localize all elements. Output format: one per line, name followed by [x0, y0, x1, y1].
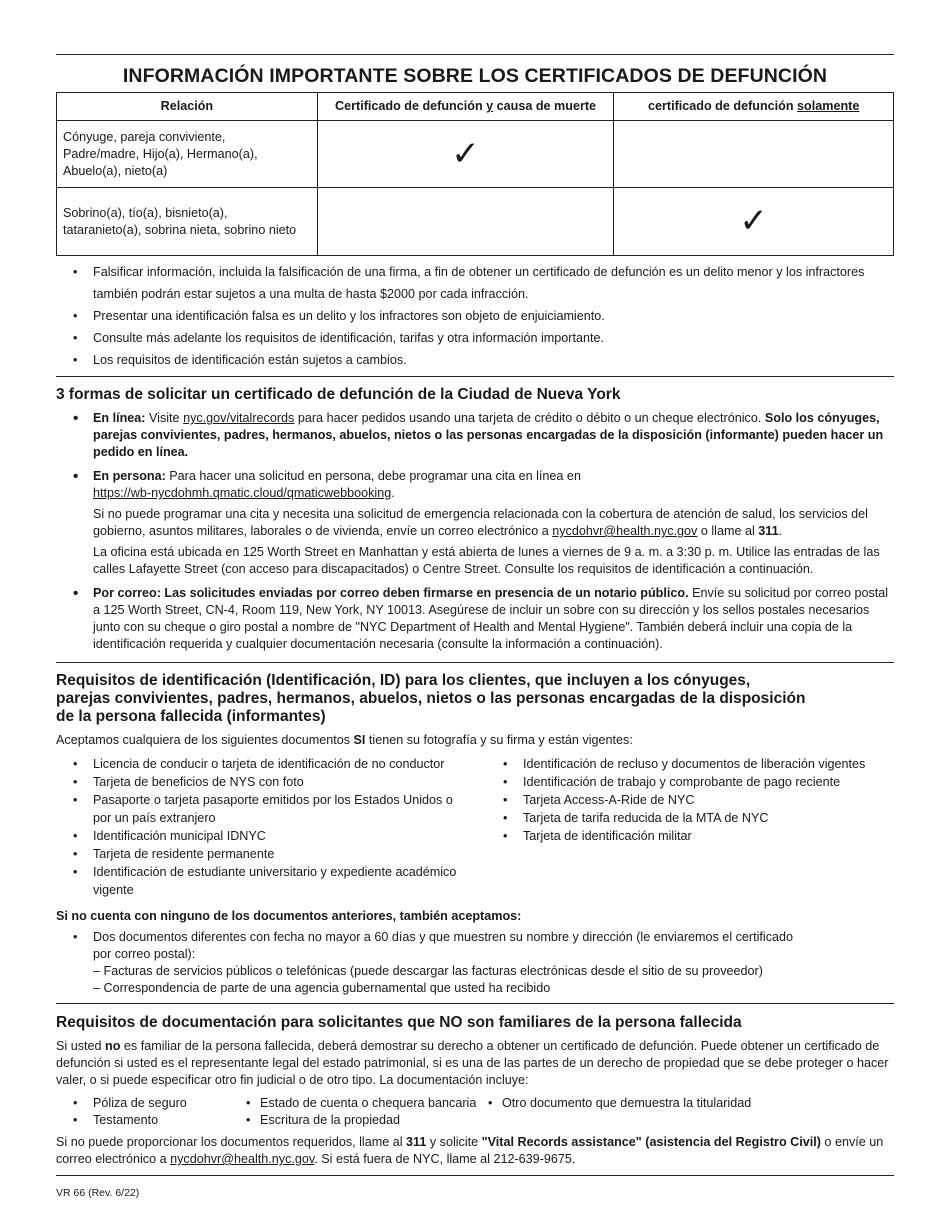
booking-link[interactable]: https://wb-nycdohmh.qmatic.cloud/qmaticwebbooking — [93, 486, 392, 500]
footer-rule — [56, 1175, 894, 1176]
ways-list — [56, 410, 894, 653]
vitalrecords-link[interactable]: nyc.gov/vitalrecords — [183, 411, 295, 425]
id-intro: Aceptamos cualquiera de los siguientes documentos SI tienen su fotografía y su firma y están vigentes: — [56, 733, 633, 747]
list-item: • Identificación municipal IDNYC — [56, 827, 466, 845]
id-list-right — [486, 755, 894, 899]
id-requirements-heading: Requisitos de identificación (Identificación, ID) para los clientes, que incluyen a los cónyuges, parejas convivientes, padres, hermanos, abuelos, nietos o las personas encargadas de la disposición de la persona fallecida (informantes) — [56, 672, 806, 725]
mail-item: • Por correo: Las solicitudes enviadas por correo deben firmarse en presencia de un notario público. Envíe su solicitud por correo postal a 125 Worth Street, CN-4, Room 119, New York, NY 10013. Asegúrese de incluir un sobre con su dirección y los sellos postales necesarios junto con su cheque o giro postal a nombre de "NYC Department of Health and Mental Hygiene". También deberá incluir una copia de la identificación requerida y cualquier documentación necesaria (consulte la información a continuación). — [56, 585, 894, 653]
list-item: • Identificación de estudiante universitario y expediente académico vigente — [56, 863, 466, 899]
list-item: • Póliza de seguro — [56, 1095, 242, 1112]
id-documents-columns — [56, 755, 894, 899]
non-family-paragraph: Si usted no es familiar de la persona fallecida, deberá demostrar su derecho a obtener un certificado de defunción. Puede obtener un certificado de defunción si usted es el representante legal del estado patrimonial, si es una de las partes de un derecho de propiedad que se debe proteger o hacer valer, o si puede especificar otro fin judicial o de otro tipo. La documentación incluye: — [56, 1039, 889, 1087]
list-item: • Escritura de la propiedad — [242, 1112, 488, 1129]
list-item: • Identificación de recluso y documentos de liberación vigentes — [486, 755, 894, 773]
relation-cell: Sobrino(a), tío(a), bisnieto(a), tataranieto(a), sobrina nieta, sobrino nieto — [57, 188, 318, 256]
list-item: • Presentar una identificación falsa es un delito y los infractores son objeto de enjuiciamiento. — [56, 305, 894, 327]
list-item: • Testamento — [56, 1112, 242, 1129]
section-divider — [56, 662, 894, 663]
assistance-paragraph: Si no puede proporcionar los documentos requeridos, llame al 311 y solicite "Vital Records assistance" (asistencia del Registro Civil) o envíe un correo electrónico a nycdohvr@health.nyc.gov. Si está fuera de NYC, llame al 212-639-9675. — [56, 1135, 884, 1166]
list-item: • Identificación de trabajo y comprobante de pago reciente — [486, 773, 894, 791]
ways-heading: 3 formas de solicitar un certificado de defunción de la Ciudad de Nueva York — [56, 386, 621, 403]
header-certificate-only: certificado de defunción solamente — [614, 93, 894, 121]
page-title: INFORMACIÓN IMPORTANTE SOBRE LOS CERTIFICADOS DE DEFUNCIÓN — [122, 65, 828, 87]
checkmark-icon: ✓ — [317, 121, 614, 188]
table-header-row — [57, 93, 894, 121]
in-person-item: • En persona: Para hacer una solicitud en persona, debe programar una cita en línea en https://wb-nycdohmh.qmatic.cloud/qmaticwebbooking. Si no puede programar una cita y necesita una solicitud de emergencia relacionada con la cobertura de atención de salud, los servicios del gobierno, asuntos militares, laborales o de vivienda, envíe un correo electrónico a nycdohvr@health.nyc.gov o llame al 311. La oficina está ubicada en 125 Worth Street en Manhattan y está abierta de lunes a viernes de 9 a. m. a 3:30 p. m. Utilice las entradas de las calles Lafayette Street (con acceso para discapacitados) o Centre Street. Consulte los requisitos de identificación a continuación. — [56, 468, 894, 578]
list-item: • Consulte más adelante los requisitos de identificación, tarifas y otra información importante. — [56, 327, 894, 349]
warnings-list — [56, 261, 894, 371]
relationship-table — [56, 92, 894, 256]
checkmark-icon: ✓ — [614, 188, 894, 256]
list-item: • Licencia de conducir o tarjeta de identificación de no conductor — [56, 755, 466, 773]
list-item: • Otro documento que demuestra la titularidad — [488, 1095, 894, 1112]
id-list-left — [56, 755, 486, 899]
relation-cell: Cónyuge, pareja conviviente, Padre/madre, Hijo(a), Hermano(a), Abuelo(a), nieto(a) — [57, 121, 318, 188]
header-relation: Relación — [57, 93, 318, 121]
list-item: • Tarjeta de residente permanente — [56, 845, 466, 863]
list-item: • Pasaporte o tarjeta pasaporte emitidos por los Estados Unidos o por un país extranjero — [56, 791, 466, 827]
list-item: • Tarjeta de identificación militar — [486, 827, 894, 845]
list-item: • Tarjeta de tarifa reducida de la MTA de NYC — [486, 809, 894, 827]
documents-column-1 — [56, 1095, 242, 1129]
header-cause-of-death: Certificado de defunción y causa de muerte — [317, 93, 614, 121]
email-link[interactable]: nycdohvr@health.nyc.gov — [170, 1152, 315, 1166]
form-number: VR 66 (Rev. 6/22) — [56, 1187, 140, 1199]
email-link[interactable]: nycdohvr@health.nyc.gov — [552, 524, 698, 538]
list-item: • Tarjeta de beneficios de NYS con foto — [56, 773, 466, 791]
non-family-documents — [56, 1095, 894, 1129]
list-item: • Tarjeta Access-A-Ride de NYC — [486, 791, 894, 809]
table-row — [57, 121, 894, 188]
table-row — [57, 188, 894, 256]
list-item: • Dos documentos diferentes con fecha no mayor a 60 días y que muestren su nombre y dirección (le enviaremos el certificado por correo postal): – Facturas de servicios públicos o telefónicas (puede descargar las facturas electrónicas desde el sitio de su proveedor) – Correspondencia de parte de una agencia gubernamental que usted ha recibido — [56, 929, 894, 997]
document-page — [56, 54, 894, 1202]
documents-column-3 — [488, 1095, 894, 1129]
empty-cell — [317, 188, 614, 256]
alt-documents-heading: Si no cuenta con ninguno de los documentos anteriores, también aceptamos: — [56, 909, 522, 923]
documents-column-2 — [242, 1095, 488, 1129]
online-item: • En línea: Visite nyc.gov/vitalrecords para hacer pedidos usando una tarjeta de crédito o débito o un cheque electrónico. Solo los cónyuges, parejas convivientes, padres, hermanos, abuelos, nietos o las personas encargadas de la disposición (informante) pueden hacer un pedido en línea. — [56, 410, 894, 461]
list-item: • Los requisitos de identificación están sujetos a cambios. — [56, 349, 894, 371]
non-family-heading: Requisitos de documentación para solicitantes que NO son familiares de la persona fallecida — [56, 1014, 742, 1031]
section-divider — [56, 1003, 894, 1004]
empty-cell — [614, 121, 894, 188]
alt-documents-list — [56, 929, 894, 997]
list-item: • Estado de cuenta o chequera bancaria — [242, 1095, 488, 1112]
section-divider — [56, 376, 894, 377]
list-item: • Falsificar información, incluida la falsificación de una firma, a fin de obtener un certificado de defunción es un delito menor y los infractores también podrán estar sujetos a una multa de hasta $2000 por cada infracción. — [56, 261, 894, 305]
